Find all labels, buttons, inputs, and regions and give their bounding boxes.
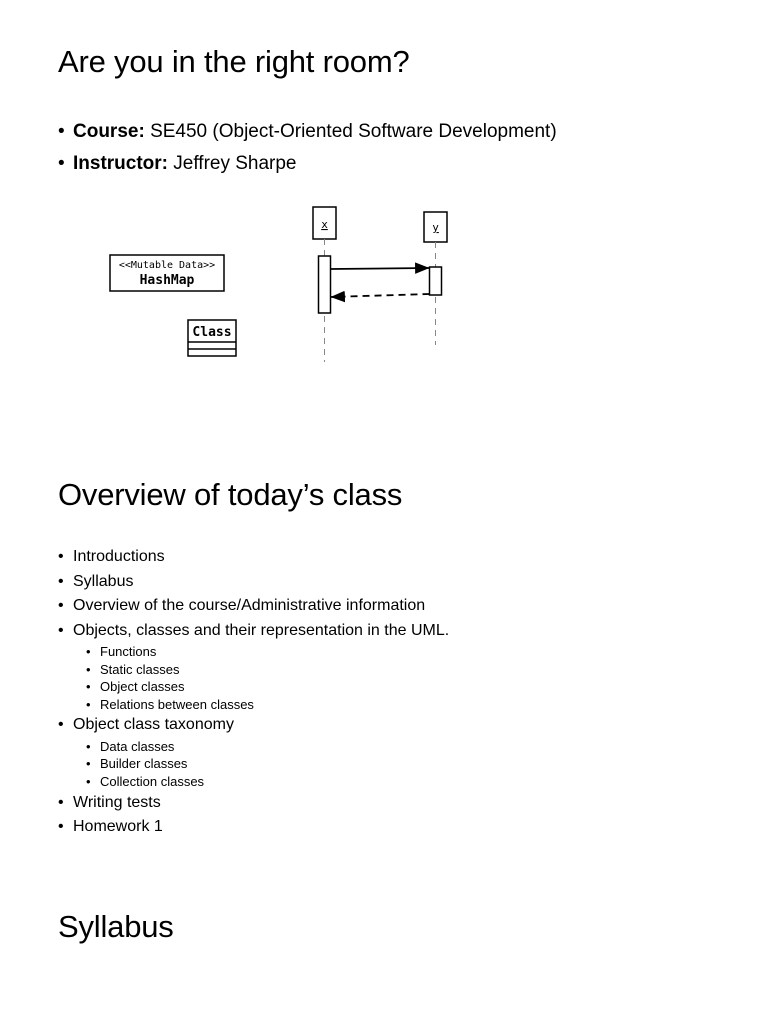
course-value: SE450 (Object-Oriented Software Development) (150, 121, 557, 142)
call-message-arrow (331, 268, 430, 269)
hashmap-class-box (110, 255, 224, 291)
bullet-icon: • (86, 738, 91, 754)
activation-bar-y (430, 267, 442, 295)
bullet-icon: • (86, 661, 91, 677)
list-item (58, 570, 449, 595)
bullet-icon: • (86, 696, 91, 712)
list-item (58, 791, 449, 816)
class-box (188, 320, 236, 356)
sub-list-item (58, 661, 449, 679)
instructor-value: Jeffrey Sharpe (173, 153, 297, 174)
overview-list (58, 545, 449, 840)
list-item-text: Data classes (100, 738, 175, 754)
list-item (58, 619, 449, 644)
list-item (58, 815, 449, 840)
list-item-text: Objects, classes and their representation in the UML. (73, 621, 450, 639)
slide-title-overview: Overview of today’s class (58, 477, 403, 512)
list-item-text: Relations between classes (100, 696, 254, 712)
bullet-icon: • (86, 679, 91, 695)
list-item-text: Collection classes (100, 774, 205, 790)
lifeline-y-label: y (432, 221, 439, 234)
sub-list-item (58, 696, 449, 714)
sub-list-item (58, 643, 449, 661)
bullet-icon: • (58, 597, 64, 614)
bullet-icon: • (58, 548, 64, 565)
bullet-icon: • (86, 756, 91, 772)
bullet-icon: • (58, 716, 64, 734)
hashmap-label: HashMap (139, 273, 195, 288)
list-item-text: Writing tests (73, 793, 161, 811)
lifeline-y (424, 212, 447, 345)
slide-title-syllabus: Syllabus (58, 909, 174, 944)
activation-bar-x (319, 256, 331, 313)
sub-list-item (58, 755, 449, 773)
list-item-text: Introductions (73, 548, 165, 565)
bullet-icon: • (86, 774, 91, 790)
bullet-icon: • (58, 121, 65, 142)
return-message-arrow (331, 294, 430, 297)
list-item (58, 594, 449, 619)
class-label: Class (192, 325, 232, 340)
list-item-text: Object classes (100, 679, 185, 695)
sub-list-item (58, 678, 449, 696)
list-item-text: Object class taxonomy (73, 716, 234, 734)
bullet-icon: • (58, 621, 64, 639)
sub-list-item (58, 773, 449, 791)
list-item-text: Homework 1 (73, 818, 163, 836)
list-item-text: Functions (100, 644, 157, 659)
lifeline-x (313, 207, 336, 362)
list-item-text: Static classes (100, 661, 180, 677)
bullet-icon: • (58, 153, 65, 174)
list-item (58, 713, 449, 738)
instructor-label: Instructor: (73, 153, 168, 174)
bullet-icon: • (58, 572, 64, 590)
list-item-text: Overview of the course/Administrative information (73, 597, 426, 614)
list-item (58, 545, 449, 570)
bullet-icon: • (58, 793, 64, 811)
bullet-icon: • (58, 818, 64, 836)
lifeline-x-label: x (321, 218, 328, 231)
list-item-text: Builder classes (100, 756, 188, 772)
sub-list-item (58, 738, 449, 756)
uml-diagram (0, 0, 768, 400)
bullet-icon: • (86, 644, 91, 659)
list-item-text: Syllabus (73, 572, 134, 590)
stereotype-label: <<Mutable Data>> (118, 260, 216, 271)
slide-title-right-room: Are you in the right room? (58, 44, 410, 79)
course-label: Course: (73, 121, 145, 142)
